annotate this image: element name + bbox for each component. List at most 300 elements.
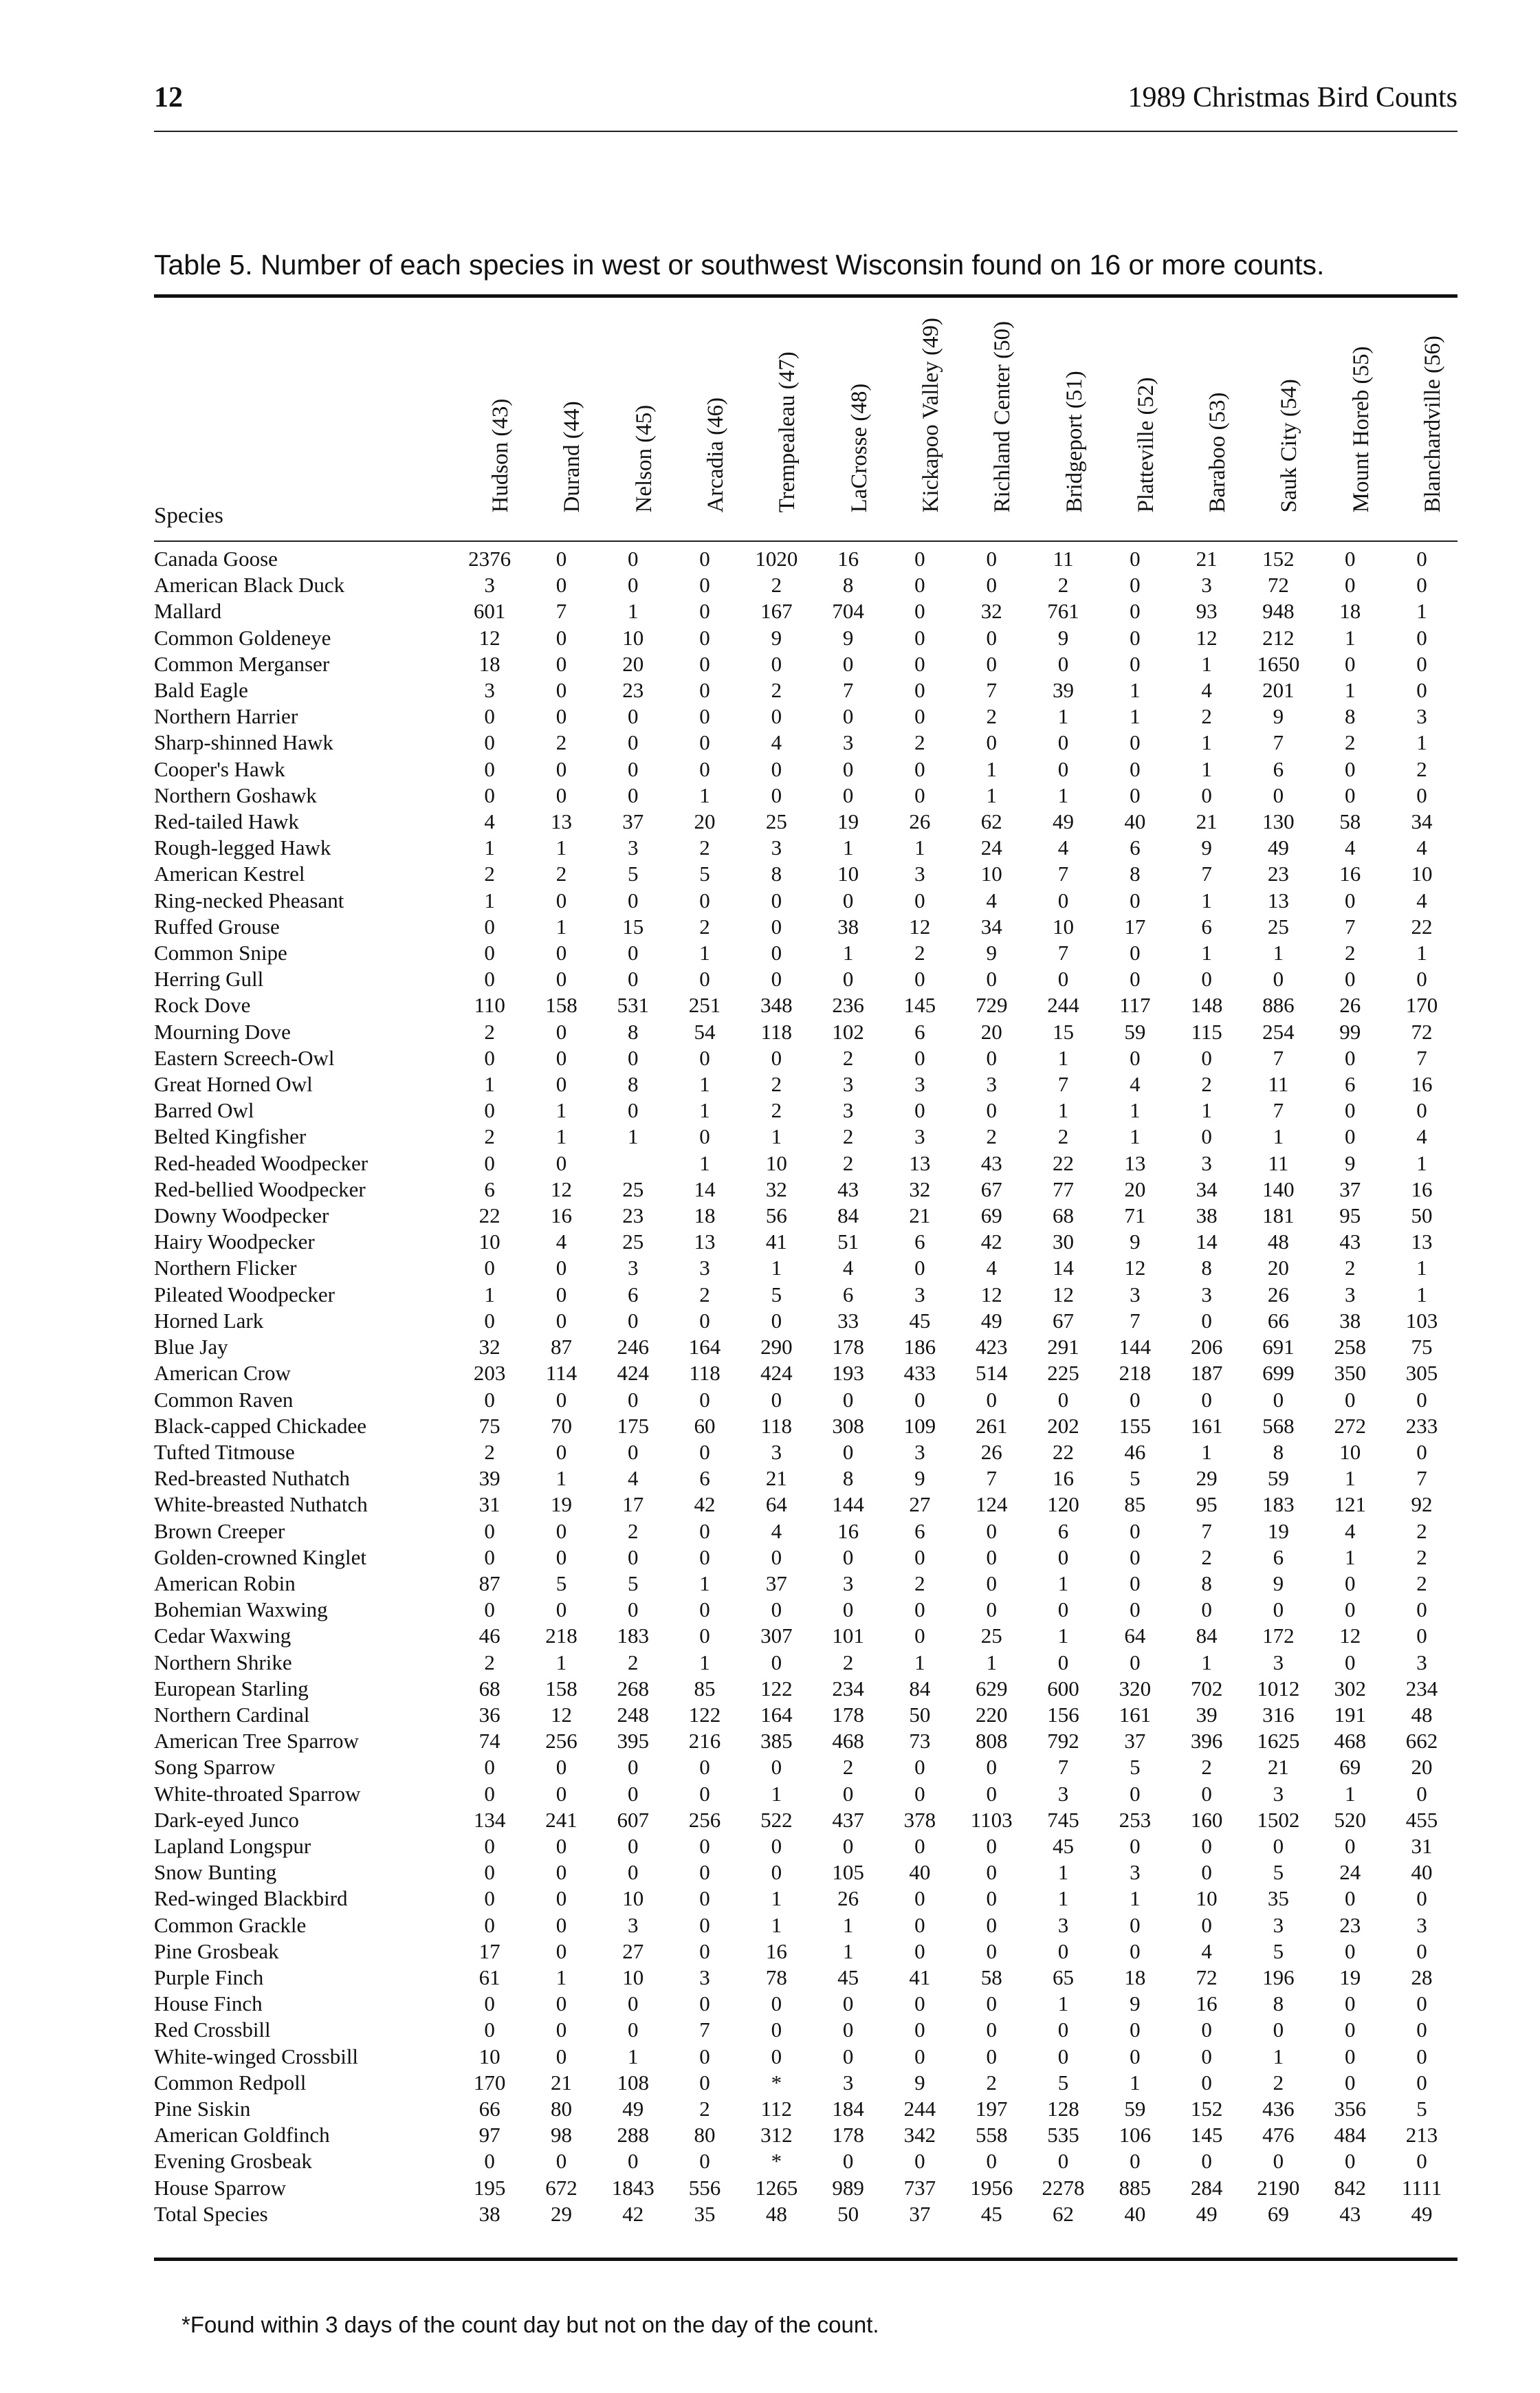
count-cell: 22 [1411,914,1433,939]
count-cell: 0 [986,2018,997,2042]
count-cell: 4 [1201,1938,1212,1963]
count-cell: 30 [1053,1230,1075,1254]
count-cell: 0 [1416,651,1427,676]
count-cell: 84 [909,1676,931,1701]
count-cell: 34 [1196,1177,1218,1201]
count-cell: 1 [1201,888,1212,913]
count-cell: 0 [556,678,567,703]
count-cell: 1012 [1257,1676,1300,1701]
count-cell: 18 [1339,599,1361,624]
count-cell: 455 [1405,1807,1438,1832]
count-cell: 0 [699,1886,710,1911]
count-cell: 2 [842,1045,854,1070]
count-cell: 0 [914,1991,925,2016]
count-cell: 9 [1130,1991,1141,2016]
count-cell: 54 [694,1019,716,1044]
count-cell: 152 [1190,2096,1223,2121]
count-cell: 0 [1273,783,1284,807]
count-cell: 72 [1267,573,1289,598]
count-cell: 885 [1119,2175,1152,2200]
count-cell: 291 [1047,1335,1079,1359]
count-cell: 0 [1344,967,1356,992]
count-cell: 6 [484,1177,495,1201]
count-cell: 1 [1130,2070,1141,2095]
count-cell: 0 [627,547,639,571]
count-cell: 2 [1416,1518,1427,1543]
table-row [154,756,1458,783]
table-row [154,1097,1458,1124]
count-cell: 9 [771,625,782,650]
count-cell: 0 [1057,888,1069,913]
count-cell: 23 [622,1203,644,1228]
count-cell: 19 [1339,1965,1361,1989]
count-cell: 0 [986,1387,997,1412]
count-cell: 218 [545,1624,578,1648]
count-cell: 175 [617,1413,649,1438]
count-cell: 0 [771,2018,782,2042]
count-cell: 60 [694,1413,716,1438]
count-cell: 108 [617,2070,649,2095]
count-cell: 0 [986,1597,997,1622]
count-cell: 117 [1119,993,1151,1018]
count-cell: 20 [1411,1755,1433,1780]
count-cell: 225 [1047,1361,1079,1386]
table-row [154,730,1458,756]
count-cell: 0 [1130,651,1141,676]
count-cell: 31 [478,1492,500,1517]
count-cell: 4 [1130,1072,1141,1097]
count-cell: 0 [1416,1098,1427,1123]
count-cell: 26 [837,1886,859,1911]
table-row [154,1334,1458,1360]
table-row [154,651,1458,677]
count-cell: 1650 [1257,651,1300,676]
count-cell: 1 [1416,1256,1427,1280]
count-cell: 395 [617,1729,649,1753]
count-cell: 0 [627,888,639,913]
count-cell: 0 [1416,967,1427,992]
count-cell: 0 [1057,1650,1069,1674]
count-cell: 31 [1411,1833,1433,1858]
count-cell: 5 [627,1571,639,1595]
count-cell: 0 [1057,651,1069,676]
table-row [154,835,1458,861]
count-cell: 42 [980,1230,1002,1254]
count-cell: 26 [909,809,931,834]
table-row [154,625,1458,651]
count-cell: 67 [980,1177,1002,1201]
count-cell: 21 [1196,809,1218,834]
count-cell: 0 [556,1019,567,1044]
count-cell: 2 [699,1282,710,1307]
count-cell: 241 [545,1807,578,1832]
table-row [154,2122,1458,2148]
count-cell: 155 [1119,1413,1152,1438]
count-cell: 0 [914,2149,925,2174]
count-cell: 0 [914,1098,925,1123]
count-cell: 0 [1344,783,1356,807]
count-cell: 0 [699,1387,710,1412]
count-cell: 105 [832,1860,864,1885]
count-cell: 1 [1201,651,1212,676]
count-cell: 121 [1334,1492,1366,1517]
count-cell: 0 [627,1597,639,1622]
count-cell: 0 [699,1991,710,2016]
count-cell: 46 [478,1624,500,1648]
count-cell: 1 [556,835,567,860]
column-header-label: Arcadia (46) [703,397,729,513]
count-cell: 201 [1262,678,1295,703]
count-cell: 110 [474,993,505,1018]
count-cell: 164 [760,1702,793,1727]
count-cell: 1 [1344,1544,1356,1569]
count-cell: 0 [484,1991,495,2016]
count-cell: 2 [771,1098,782,1123]
table-row [154,1965,1458,1991]
count-cell: 0 [556,1860,567,1885]
count-cell: 0 [1344,756,1356,781]
count-cell: 2 [627,1650,639,1674]
species-name: Horned Lark [154,1308,264,1333]
count-cell: 0 [1344,1991,1356,2016]
count-cell: 112 [760,2096,793,2121]
count-cell: 20 [694,809,716,834]
count-cell: 178 [832,2123,864,2148]
count-cell: 7 [1057,862,1069,886]
count-cell: 22 [1053,1439,1075,1464]
count-cell: 0 [986,2044,997,2068]
count-cell: 1 [1201,1098,1212,1123]
count-cell: 7 [1201,862,1212,886]
table-row [154,1676,1458,1702]
count-cell: 7 [986,1466,997,1491]
count-cell: 2 [842,1124,854,1149]
count-cell: 64 [1124,1624,1146,1648]
count-cell: 0 [556,651,567,676]
count-cell: 2 [842,1755,854,1780]
count-cell: 10 [1339,1439,1361,1464]
count-cell: 1 [1057,1045,1069,1070]
count-cell: 29 [550,2201,572,2226]
count-cell: 3 [842,730,854,755]
count-cell: 10 [765,1150,787,1175]
count-cell: 1 [1057,783,1069,807]
count-cell: 0 [699,967,710,992]
species-name: Canada Goose [154,547,278,571]
count-cell: 4 [484,809,495,834]
count-cell: 662 [1405,1729,1438,1753]
count-cell: 0 [1344,1597,1356,1622]
count-cell: 0 [771,1544,782,1569]
count-cell: 6 [1273,1544,1284,1569]
count-cell: 181 [1262,1203,1295,1228]
count-cell: 0 [1416,1387,1427,1412]
count-cell: 316 [1262,1702,1295,1727]
count-cell: 3 [1273,1650,1284,1674]
count-cell: 0 [842,704,854,729]
count-cell: 42 [622,2201,644,2226]
count-cell: 3 [627,1912,639,1937]
table-row [154,1650,1458,1676]
count-cell: 0 [986,1098,997,1123]
count-cell: 1 [771,1124,782,1149]
count-cell: 84 [837,1203,859,1228]
count-cell: 476 [1262,2123,1295,2148]
count-cell: 0 [556,2149,567,2174]
count-cell: 556 [688,2175,721,2200]
count-cell: 0 [986,1833,997,1858]
count-cell: 0 [986,730,997,755]
count-cell: 0 [771,1991,782,2016]
count-cell: 0 [484,1781,495,1806]
count-cell: 161 [1119,1702,1152,1727]
count-cell: 0 [1344,2018,1356,2042]
count-cell: 246 [617,1335,649,1359]
count-cell: 25 [980,1624,1002,1648]
count-cell: 0 [986,1886,997,1911]
count-cell: 0 [771,1833,782,1858]
count-cell: 3 [842,1072,854,1097]
count-cell: 20 [1267,1256,1289,1280]
count-cell: 36 [478,1702,500,1727]
count-cell: 14 [694,1177,716,1201]
count-cell: 0 [1130,1571,1141,1595]
table-row [154,1308,1458,1334]
count-cell: 6 [1344,1072,1356,1097]
count-cell: 0 [556,573,567,598]
count-cell: 3 [1201,1150,1212,1175]
count-cell: 0 [842,1781,854,1806]
count-cell: 0 [842,1991,854,2016]
count-cell: 13 [909,1150,931,1175]
count-cell: 484 [1334,2123,1366,2148]
count-cell: 8 [842,573,854,598]
species-name: Rough-legged Hawk [154,835,331,860]
count-cell: 4 [556,1230,567,1254]
count-cell: 0 [1130,2018,1141,2042]
count-cell: 9 [986,941,997,965]
column-header [1242,0,1314,546]
column-header-label: Platteville (52) [1133,377,1158,513]
count-cell: 59 [1124,2096,1146,2121]
count-cell: 0 [556,625,567,650]
count-cell: 24 [1339,1860,1361,1885]
count-cell: 0 [699,1912,710,1937]
count-cell: 33 [837,1308,859,1333]
count-cell: 0 [1344,1938,1356,1963]
count-cell: 9 [1201,835,1212,860]
table-row [154,1413,1458,1439]
species-name: House Sparrow [154,2175,286,2200]
count-cell: 2 [1416,1544,1427,1569]
count-cell: 11 [1053,547,1074,571]
count-cell: 3 [1201,573,1212,598]
count-cell: 1 [1201,1439,1212,1464]
count-cell: 1 [699,941,710,965]
count-cell: 0 [1344,1045,1356,1070]
count-cell: 41 [909,1965,931,1989]
count-cell: 808 [975,1729,1008,1753]
count-cell: 15 [1053,1019,1075,1044]
count-cell: 0 [1201,1860,1212,1885]
count-cell: 51 [837,1230,859,1254]
count-cell: 1 [699,1098,710,1123]
count-cell: 45 [980,2201,1002,2226]
count-cell: 158 [545,993,578,1018]
count-cell: 8 [842,1466,854,1491]
count-cell: 98 [550,2123,572,2148]
count-cell: 1 [842,835,854,860]
count-cell: 218 [1119,1361,1152,1386]
species-name: Red-tailed Hawk [154,809,299,834]
count-cell: 58 [1339,809,1361,834]
count-cell: 1 [914,835,925,860]
count-cell: 1 [1201,1650,1212,1674]
count-cell: 0 [627,1781,639,1806]
count-cell: 0 [556,1045,567,1070]
count-cell: 0 [484,1886,495,1911]
count-cell: 0 [556,1755,567,1780]
count-cell: 0 [1344,1650,1356,1674]
count-cell: 0 [771,756,782,781]
count-cell: 0 [1201,1308,1212,1333]
count-cell: 35 [694,2201,716,2226]
count-cell: 0 [1057,2044,1069,2068]
count-cell: 0 [1130,2044,1141,2068]
count-cell: 0 [556,547,567,571]
count-cell: 7 [1344,914,1356,939]
count-cell: 10 [1053,914,1075,939]
count-cell: 186 [903,1335,936,1359]
count-cell: 0 [484,2149,495,2174]
count-cell: 1 [1201,756,1212,781]
count-cell: 0 [1416,1624,1427,1648]
table-row [154,1938,1458,1965]
count-cell: 3 [1273,1912,1284,1937]
count-cell: 0 [771,914,782,939]
count-cell: 62 [980,809,1002,834]
count-cell: 0 [1057,2149,1069,2174]
count-cell: 5 [556,1571,567,1595]
count-cell: 46 [1124,1439,1146,1464]
count-cell: 2278 [1042,2175,1085,2200]
count-cell: 17 [478,1938,500,1963]
count-cell: 0 [986,1045,997,1070]
count-cell: 0 [986,1571,997,1595]
count-cell: 0 [986,625,997,650]
count-cell: 7 [1201,1518,1212,1543]
count-cell: 1 [1130,704,1141,729]
count-cell: 8 [1130,862,1141,886]
count-cell: 0 [1201,1124,1212,1149]
count-cell: 144 [1119,1335,1152,1359]
count-cell: 0 [986,1755,997,1780]
count-cell: 308 [832,1413,864,1438]
count-cell: 1 [1344,1466,1356,1491]
count-cell: 0 [556,1282,567,1307]
count-cell: 0 [699,651,710,676]
count-cell: 17 [622,1492,644,1517]
count-cell: 68 [1053,1203,1075,1228]
table-row [154,1728,1458,1754]
species-name: Herring Gull [154,967,264,992]
count-cell: 40 [1124,809,1146,834]
count-cell: 75 [1411,1335,1433,1359]
table-row [154,1150,1458,1177]
count-cell: 10 [837,862,859,886]
count-cell: 0 [771,967,782,992]
count-cell: 0 [1273,1597,1284,1622]
count-cell: 0 [1416,625,1427,650]
count-cell: 71 [1124,1203,1146,1228]
count-cell: 21 [765,1466,787,1491]
count-cell: 3 [842,1571,854,1595]
species-name: Common Raven [154,1387,294,1412]
count-cell: 0 [1416,1938,1427,1963]
count-cell: 115 [1191,1019,1222,1044]
count-cell: 0 [1130,1938,1141,1963]
count-cell: 0 [699,1860,710,1885]
count-cell: 16 [837,1518,859,1543]
count-cell: 12 [550,1177,572,1201]
count-cell: 3 [914,1124,925,1149]
count-cell: 178 [832,1702,864,1727]
table-row [154,1491,1458,1518]
table-row [154,809,1458,835]
count-cell: 1 [771,1912,782,1937]
count-cell: 0 [627,1860,639,1885]
count-cell: 7 [1130,1308,1141,1333]
count-cell: 704 [832,599,864,624]
count-cell: 41 [765,1230,787,1254]
count-cell: 67 [1053,1308,1075,1333]
count-cell: 0 [1273,1387,1284,1412]
count-cell: 8 [1201,1571,1212,1595]
count-cell: 0 [1130,1544,1141,1569]
count-cell: 307 [760,1624,793,1648]
count-cell: 34 [980,914,1002,939]
count-cell: 3 [1416,704,1427,729]
species-name: Hairy Woodpecker [154,1230,315,1254]
count-cell: 4 [1416,1124,1427,1149]
count-cell: 2 [1344,730,1356,755]
count-cell: 0 [556,1518,567,1543]
count-cell: 66 [1267,1308,1289,1333]
count-cell: 183 [617,1624,649,1648]
count-cell: 220 [975,1702,1008,1727]
table-row [154,1387,1458,1413]
count-cell: 14 [1196,1230,1218,1254]
count-cell: 10 [622,1965,644,1989]
count-cell: 68 [478,1676,500,1701]
count-cell: 5 [627,862,639,886]
count-cell: 64 [765,1492,787,1517]
species-name: Cedar Waxwing [154,1624,292,1648]
count-cell: 2 [627,1518,639,1543]
count-cell: 0 [1130,967,1141,992]
count-cell: 65 [1053,1965,1075,1989]
count-cell: 0 [484,1387,495,1412]
count-cell: 0 [771,704,782,729]
count-cell: 0 [842,1544,854,1569]
column-header [1314,0,1386,546]
count-cell: 0 [699,704,710,729]
count-cell: 56 [765,1203,787,1228]
count-cell: 0 [914,1544,925,1569]
count-cell: 1265 [755,2175,798,2200]
count-cell: 93 [1196,599,1218,624]
count-cell: 0 [842,967,854,992]
